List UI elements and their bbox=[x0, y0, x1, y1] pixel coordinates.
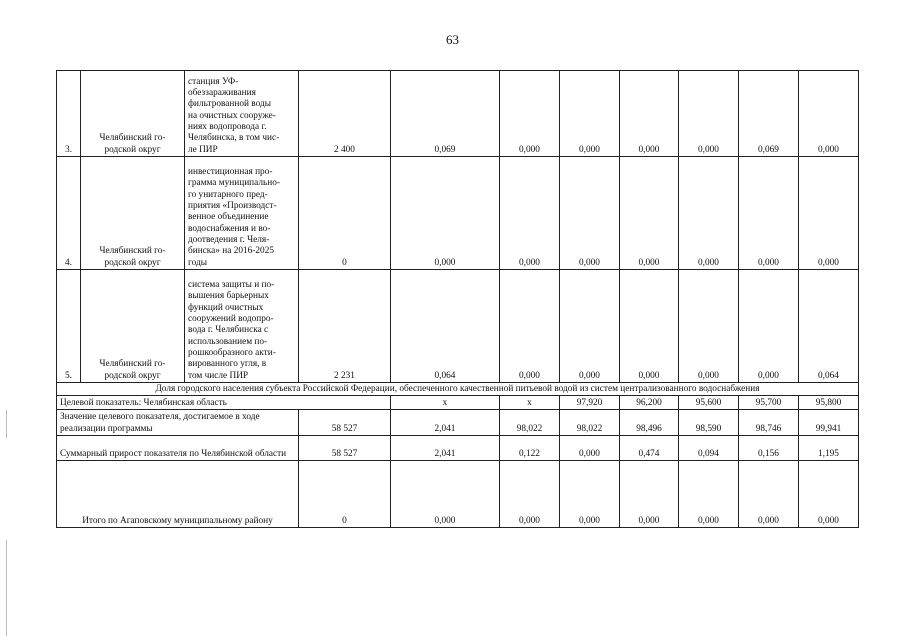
value-cell: 96,200 bbox=[620, 396, 679, 410]
value-cell: 0,064 bbox=[391, 270, 500, 383]
value-cell: 0,000 bbox=[799, 461, 859, 528]
value-cell: 99,941 bbox=[799, 410, 859, 436]
summary-row bbox=[57, 396, 859, 410]
value-cell: 0 bbox=[299, 461, 391, 528]
project-description: станция УФ- обеззараживания фильтрованной воды на очистных сооруже- ниях водопровода г. Челябинска, в том чис- ле ПИР bbox=[185, 71, 299, 157]
value-cell: 0,000 bbox=[500, 157, 560, 270]
value-cell: 0,000 bbox=[679, 461, 739, 528]
project-description: инвестиционная про- грамма муниципально- го унитарного пред- приятия «Производст- венное объединение водоснабжения и во- доотведения г. Челя- бинска» на 2016-2025 годы bbox=[185, 157, 299, 270]
value-cell: 95,700 bbox=[739, 396, 799, 410]
value-cell: 0,000 bbox=[679, 157, 739, 270]
value-cell: 95,600 bbox=[679, 396, 739, 410]
value-cell: 0,156 bbox=[739, 436, 799, 461]
value-cell: 0,069 bbox=[391, 71, 500, 157]
value-cell: 0,000 bbox=[739, 461, 799, 528]
table-row bbox=[57, 157, 859, 270]
value-cell: 1,195 bbox=[799, 436, 859, 461]
value-cell: 58 527 bbox=[299, 436, 391, 461]
table-row bbox=[57, 270, 859, 383]
value-cell: 0,000 bbox=[679, 71, 739, 157]
value-cell: 0,094 bbox=[679, 436, 739, 461]
value-cell: 0,474 bbox=[620, 436, 679, 461]
value-cell: 0,000 bbox=[391, 461, 500, 528]
municipality-cell: Челябинский го- родской округ bbox=[81, 270, 185, 383]
value-cell: 0,000 bbox=[500, 71, 560, 157]
value-cell: 97,920 bbox=[560, 396, 620, 410]
row-number: 5. bbox=[57, 270, 81, 383]
section-heading: Доля городского населения субъекта Российской Федерации, обеспеченного качественной питьевой водой из систем централизованного водоснабжения bbox=[57, 383, 859, 396]
municipality-cell: Челябинский го- родской округ bbox=[81, 71, 185, 157]
value-cell: 0,122 bbox=[500, 436, 560, 461]
value-cell: 0,064 bbox=[799, 270, 859, 383]
value-cell: 2 231 bbox=[299, 270, 391, 383]
page-number: 63 bbox=[446, 32, 459, 47]
summary-label: Значение целевого показателя, достигаемое в ходе реализации программы bbox=[57, 410, 299, 436]
value-cell: 0,000 bbox=[679, 270, 739, 383]
value-cell: 58 527 bbox=[299, 410, 391, 436]
value-cell: 0,000 bbox=[620, 71, 679, 157]
value-cell: 0,000 bbox=[799, 71, 859, 157]
summary-row bbox=[57, 436, 859, 461]
value-cell: 0,000 bbox=[620, 270, 679, 383]
value-cell: 0,000 bbox=[560, 461, 620, 528]
value-cell: 2,041 bbox=[391, 436, 500, 461]
value-cell: 98,022 bbox=[560, 410, 620, 436]
value-cell: 98,496 bbox=[620, 410, 679, 436]
value-cell: 0,000 bbox=[560, 71, 620, 157]
value-cell: 0,000 bbox=[560, 436, 620, 461]
value-cell: 0,000 bbox=[500, 461, 560, 528]
value-cell: 0 bbox=[299, 157, 391, 270]
value-cell: 0,000 bbox=[620, 461, 679, 528]
value-cell: 2 400 bbox=[299, 71, 391, 157]
left-margin-mark-bottom bbox=[6, 540, 7, 636]
left-margin-mark-top bbox=[6, 410, 7, 438]
project-description: система защиты и по- вышения барьерных функций очистных сооружений водопро- вода г. Челябинска с использованием по- рошкообразного акти- вированного угля, в том числе ПИР bbox=[185, 270, 299, 383]
summary-row bbox=[57, 461, 859, 528]
value-cell: 0,069 bbox=[739, 71, 799, 157]
summary-label: Суммарный прирост показателя по Челябинской области bbox=[57, 436, 299, 461]
value-cell: 0,000 bbox=[560, 157, 620, 270]
municipality-cell: Челябинский го- родской округ bbox=[81, 157, 185, 270]
table-row bbox=[57, 71, 859, 157]
value-cell: 0,000 bbox=[391, 157, 500, 270]
value-cell: 0,000 bbox=[799, 157, 859, 270]
investment-table bbox=[56, 70, 859, 528]
section-heading-row bbox=[57, 383, 859, 396]
value-cell: 0,000 bbox=[620, 157, 679, 270]
value-cell: 0,000 bbox=[739, 157, 799, 270]
value-cell: 0,000 bbox=[500, 270, 560, 383]
summary-row bbox=[57, 410, 859, 436]
value-cell: 2,041 bbox=[391, 410, 500, 436]
value-cell: 98,590 bbox=[679, 410, 739, 436]
value-cell: 95,800 bbox=[799, 396, 859, 410]
value-cell: 98,746 bbox=[739, 410, 799, 436]
row-number: 4. bbox=[57, 157, 81, 270]
value-cell: х bbox=[500, 396, 560, 410]
summary-label: Целевой показатель: Челябинская область bbox=[57, 396, 391, 410]
value-cell: 98,022 bbox=[500, 410, 560, 436]
value-cell: 0,000 bbox=[739, 270, 799, 383]
value-cell: х bbox=[391, 396, 500, 410]
value-cell: 0,000 bbox=[560, 270, 620, 383]
row-number: 3. bbox=[57, 71, 81, 157]
summary-label: Итого по Агаповскому муниципальному району bbox=[57, 461, 299, 528]
